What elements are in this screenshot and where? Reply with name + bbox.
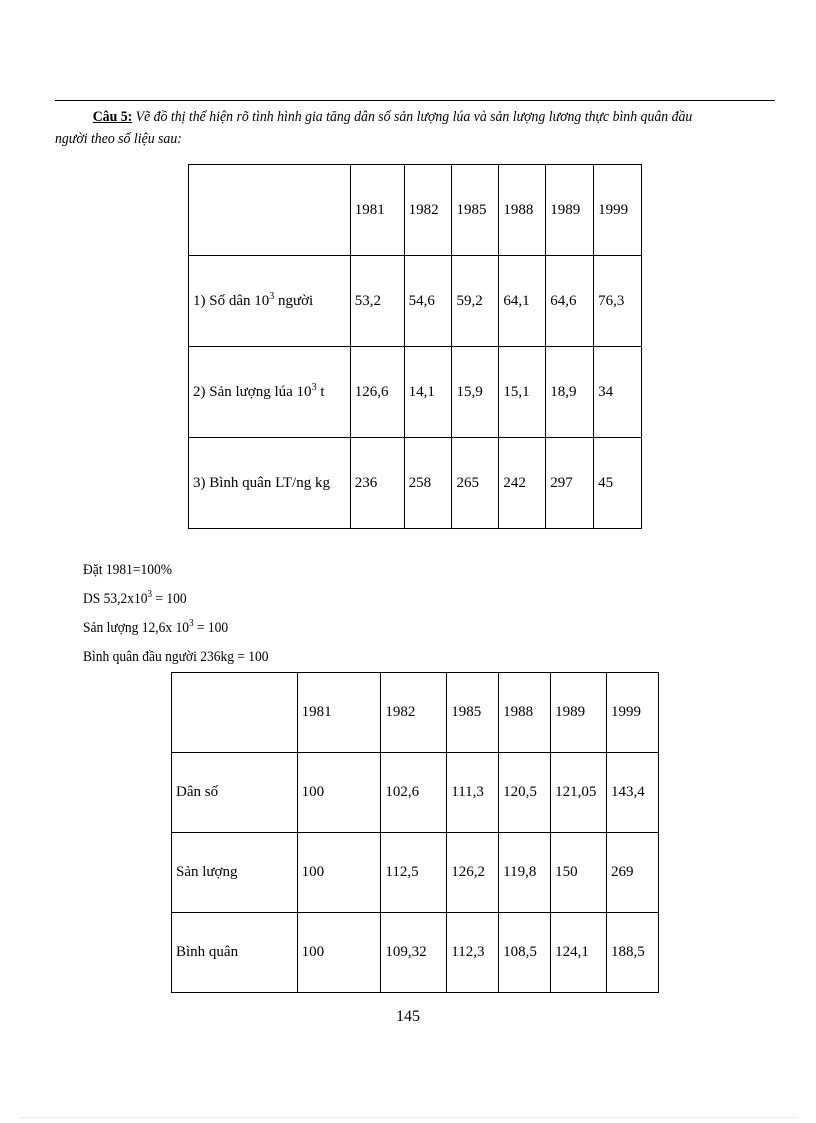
table-cell: 126,6 [350, 347, 404, 438]
table-cell: 188,5 [607, 913, 659, 993]
table-cell: 126,2 [447, 833, 499, 913]
table-row [172, 913, 659, 993]
table-row [189, 438, 642, 529]
table-header-row [172, 673, 659, 753]
table-cell: 18,9 [546, 347, 594, 438]
data-table-indexed [171, 672, 659, 993]
question-label: Câu 5: [92, 109, 133, 125]
year-header: 1982 [381, 673, 447, 753]
year-header: 1988 [499, 673, 551, 753]
table-cell: 15,1 [499, 347, 546, 438]
table-row [172, 753, 659, 833]
table-cell: 100 [297, 913, 381, 993]
note-line: DS $53,2x10^3 = 100$ [83, 589, 187, 607]
table-cell: 111,3 [447, 753, 499, 833]
table-cell: 143,4 [607, 753, 659, 833]
table-cell: 269 [607, 833, 659, 913]
footer-rule [20, 1117, 796, 1118]
row-label: Dân số [172, 753, 298, 833]
year-header: 1981 [350, 165, 404, 256]
table-cell: 59,2 [452, 256, 499, 347]
table-cell: 54,6 [404, 256, 452, 347]
table-cell: 124,1 [551, 913, 607, 993]
table-cell: 265 [452, 438, 499, 529]
data-table-original [188, 164, 642, 529]
year-header: 1999 [607, 673, 659, 753]
question-paragraph [55, 106, 717, 150]
table-cell: 150 [551, 833, 607, 913]
row-label: 2) Sản lượng lúa $10^3$ t [189, 347, 351, 438]
table-cell: 53,2 [350, 256, 404, 347]
note-line: Sản lượng 12,6x $10^3 = 100$ [83, 618, 229, 636]
table-cell: 120,5 [499, 753, 551, 833]
year-header: 1985 [447, 673, 499, 753]
row-label: 3) Bình quân LT/ng kg [189, 438, 351, 529]
table-cell: 34 [594, 347, 642, 438]
table-corner-cell [172, 673, 298, 753]
year-header: 1981 [297, 673, 381, 753]
row-label: Bình quân [172, 913, 298, 993]
year-header: 1985 [452, 165, 499, 256]
table-row [189, 347, 642, 438]
table-cell: 64,6 [546, 256, 594, 347]
table-cell: 242 [499, 438, 546, 529]
row-label: 1) Số dân $10^3$ người [189, 256, 351, 347]
table-cell: 100 [297, 753, 381, 833]
table-cell: 109,32 [381, 913, 447, 993]
row-label: Sản lượng [172, 833, 298, 913]
table-cell: 100 [297, 833, 381, 913]
table-cell: 76,3 [594, 256, 642, 347]
year-header: 1989 [546, 165, 594, 256]
note-line: Đặt 1981=100% [83, 562, 172, 578]
table-cell: 45 [594, 438, 642, 529]
table-cell: 64,1 [499, 256, 546, 347]
table-cell: 112,5 [381, 833, 447, 913]
year-header: 1982 [404, 165, 452, 256]
table-cell: 236 [350, 438, 404, 529]
table-cell: 108,5 [499, 913, 551, 993]
header-rule [55, 100, 775, 101]
notes-block [83, 556, 289, 672]
table-row [172, 833, 659, 913]
table-corner-cell [189, 165, 351, 256]
table-cell: 297 [546, 438, 594, 529]
table-cell: 258 [404, 438, 452, 529]
table-row [189, 256, 642, 347]
table-cell: 102,6 [381, 753, 447, 833]
table-cell: 119,8 [499, 833, 551, 913]
table-cell: 121,05 [551, 753, 607, 833]
table-cell: 112,3 [447, 913, 499, 993]
table-cell: 15,9 [452, 347, 499, 438]
table-cell: 14,1 [404, 347, 452, 438]
note-line: Bình quân đầu người 236kg = 100 [83, 649, 269, 665]
year-header: 1989 [551, 673, 607, 753]
year-header: 1988 [499, 165, 546, 256]
year-header: 1999 [594, 165, 642, 256]
question-text: Vẽ đồ thị thể hiện rõ tình hình gia tăng dân số sản lượng lúa và sản lượng lương thực bình quân đầu người theo số liệu sau: [55, 109, 693, 147]
table-header-row [189, 165, 642, 256]
page-number: 145 [396, 1008, 420, 1025]
